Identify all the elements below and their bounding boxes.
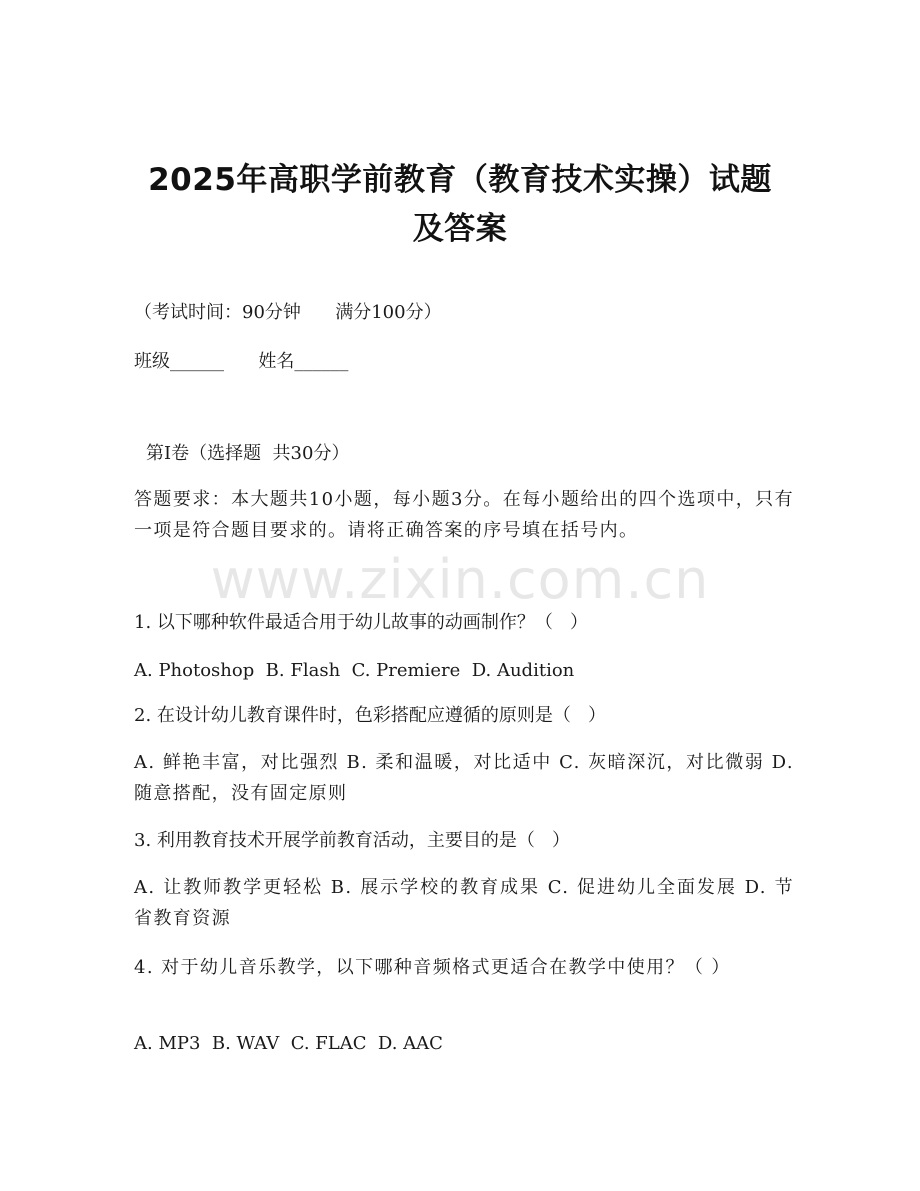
watermark: www.zixin.com.cn (210, 548, 710, 611)
question-1-stem: 1. 以下哪种软件最适合用于幼儿故事的动画制作？（ ） (134, 612, 589, 633)
question-2-options: A. 鲜艳丰富，对比强烈 B. 柔和温暖，对比适中 C. 灰暗深沉，对比微弱 D. 随意搭配，没有固定原则 (134, 752, 794, 804)
question-1-options: A. Photoshop B. Flash C. Premiere D. Audition (134, 660, 575, 681)
question-2-stem: 2. 在设计幼儿教育课件时，色彩搭配应遵循的原则是（ ） (134, 705, 607, 726)
question-3-stem: 3. 利用教育技术开展学前教育活动，主要目的是（ ） (134, 830, 571, 851)
section-header: 第Ⅰ卷（选择题 共30分） (146, 443, 350, 464)
question-4-stem: 4. 对于幼儿音乐教学，以下哪种音频格式更适合在教学中使用？（ ） (134, 957, 731, 978)
question-3-options: A. 让教师教学更轻松 B. 展示学校的教育成果 C. 促进幼儿全面发展 D. 节省教育资源 (134, 877, 794, 929)
document-title-line-1: 2025年高职学前教育（教育技术实操）试题 (148, 162, 772, 198)
document-title-line-2: 及答案 (412, 211, 508, 247)
question-4-options: A. MP3 B. WAV C. FLAC D. AAC (134, 1033, 443, 1054)
exam-info: （考试时间：90分钟 满分100分） (134, 302, 442, 323)
instructions: 答题要求：本大题共10小题，每小题3分。在每小题给出的四个选项中，只有一项是符合题目要求的。请将正确答案的序号填在括号内。 (134, 489, 794, 541)
student-fields: 班级______ 姓名______ (134, 351, 349, 372)
